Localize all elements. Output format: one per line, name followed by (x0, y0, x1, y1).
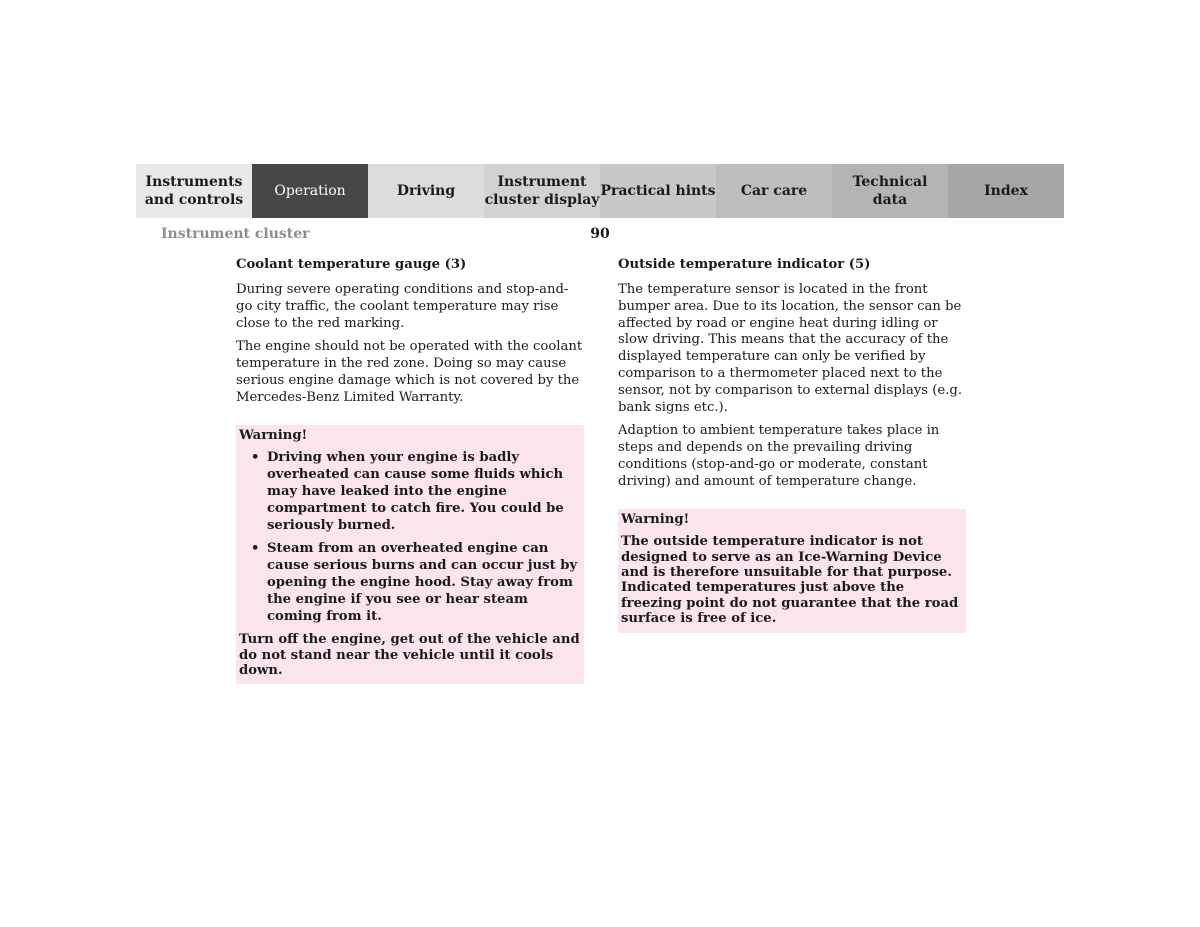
coolant-warning-box (236, 425, 584, 684)
warning-list (239, 450, 581, 625)
coolant-paragraph-1: During severe operating conditions and stop-and-go city traffic, the coolant temperature may rise close to the red marking. (236, 282, 569, 331)
tab-operation[interactable]: Operation (252, 164, 368, 218)
warning-closing-text: Turn off the engine, get out of the vehicle and do not stand near the vehicle until it cools down. (239, 632, 580, 679)
warning-list-item: • Driving when your engine is badly overheated can cause some fluids which may have leaked into the engine compartment to catch fire. You could be seriously burned. (267, 450, 581, 534)
outside-temp-warning-box (618, 509, 966, 634)
chapter-tab-bar (136, 164, 1065, 218)
warning-text: The outside temperature indicator is not designed to serve as an Ice-Warning Device and is therefore unsuitable for that purpose. Indicated temperatures just above the freezing point do not guarantee that the road surface is free of ice. (621, 534, 959, 626)
outside-temp-paragraph-1: The temperature sensor is located in the front bumper area. Due to its location, the sensor can be affected by road or engine heat during idling or slow driving. This means that the accuracy of the displayed temperature can only be verified by comparison to a thermometer placed next to the sensor, not by comparison to external displays (e.g. bank signs etc.). (618, 282, 963, 415)
tab-driving[interactable]: Driving (368, 164, 484, 218)
coolant-gauge-section (236, 256, 584, 684)
warning-title: Warning! (621, 511, 690, 527)
warning-list-item: • Steam from an overheated engine can cause serious burns and can occur just by opening the engine hood. Stay away from the engine if you see or hear steam coming from it. (267, 541, 581, 625)
section-title: Instrument cluster (161, 226, 310, 242)
tab-instruments-and-controls[interactable]: Instruments and controls (136, 164, 252, 218)
coolant-paragraph-2: The engine should not be operated with the coolant temperature in the red zone. Doing so may cause serious engine damage which is not covered by the Mercedes-Benz Limited Warranty. (236, 339, 583, 405)
tab-index[interactable]: Index (948, 164, 1064, 218)
tab-instrument-cluster-display[interactable]: Instrument cluster display (484, 164, 600, 218)
outside-temp-paragraph-2: Adaption to ambient temperature takes place in steps and depends on the prevailing driving conditions (stop-and-go or moderate, constant driving) and amount of temperature change. (618, 423, 940, 489)
page-number: 90 (590, 226, 610, 242)
tab-car-care[interactable]: Car care (716, 164, 832, 218)
tab-practical-hints[interactable]: Practical hints (600, 164, 716, 218)
outside-temp-section (618, 256, 966, 633)
tab-technical-data[interactable]: Technical data (832, 164, 948, 218)
coolant-gauge-heading: Coolant temperature gauge (3) (236, 257, 467, 272)
outside-temp-heading: Outside temperature indicator (5) (618, 257, 871, 272)
warning-title: Warning! (239, 427, 308, 443)
